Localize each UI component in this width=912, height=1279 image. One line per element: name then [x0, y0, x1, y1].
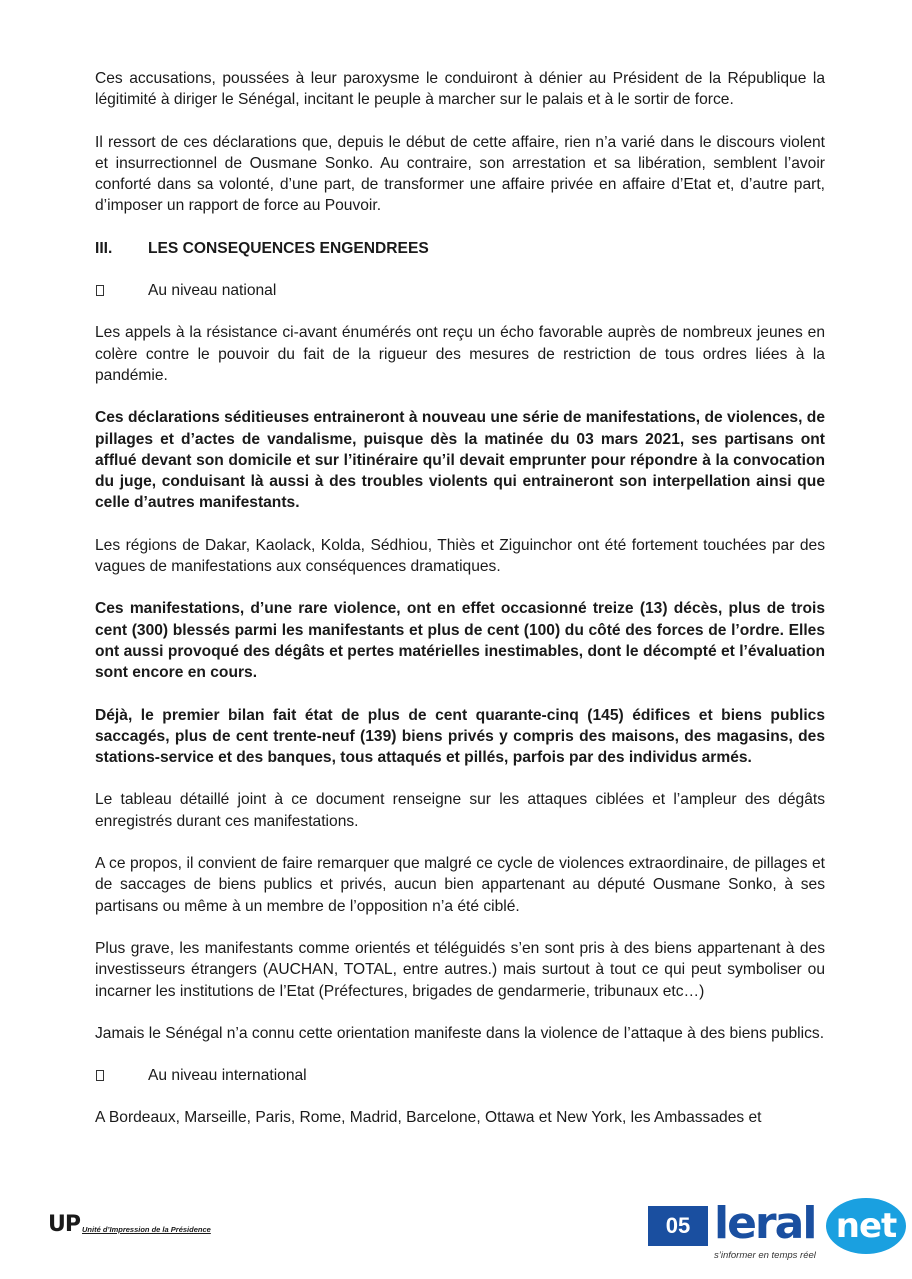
brand-tagline: s’informer en temps réel [714, 1250, 816, 1261]
paragraph: Jamais le Sénégal n’a connu cette orientation manifeste dans la violence de l’attaque à des biens publics. [95, 1024, 825, 1042]
brand-logo-leral: leral [714, 1198, 816, 1249]
document-body [95, 68, 825, 1129]
bullet-label: Au niveau international [148, 1067, 307, 1085]
up-logo-caption: Unité d’Impression de la Présidence [82, 1225, 211, 1234]
paragraph: Il ressort de ces déclarations que, depuis le début de cette affaire, rien n’a varié dans le discours violent et insurrectionnel de Ousmane Sonko. Au contraire, son arrestation et sa libération, semblent l’avoir conforté dans sa volonté, d’une part, de transformer une affaire privée en affaire d’Etat et, d’autre part, d’imposer un rapport de force au Pouvoir. [95, 133, 825, 215]
paragraph: A Bordeaux, Marseille, Paris, Rome, Madrid, Barcelone, Ottawa et New York, les Ambassades et [95, 1109, 762, 1127]
paragraph: Ces accusations, poussées à leur paroxysme le conduiront à dénier au Président de la République la légitimité à diriger le Sénégal, incitant le peuple à marcher sur le palais et à le sortir de force. [95, 70, 825, 109]
bullet-box-icon [96, 1070, 104, 1081]
bullet-box-icon [96, 285, 104, 296]
paragraph: Le tableau détaillé joint à ce document renseigne sur les attaques ciblées et l’ampleur des dégâts enregistrés durant ces manifestations. [95, 791, 825, 830]
brand-logo-net: net [826, 1198, 906, 1254]
up-logo-mark: UP [48, 1212, 80, 1237]
paragraph: Les régions de Dakar, Kaolack, Kolda, Sédhiou, Thiès et Ziguinchor ont été fortement touchées par des vagues de manifestations aux conséquences dramatiques. [95, 536, 825, 576]
section-title: LES CONSEQUENCES ENGENDREES [148, 239, 429, 257]
section-heading [95, 238, 825, 259]
up-logo [48, 1214, 211, 1236]
paragraph: Plus grave, les manifestants comme orientés et téléguidés s’en sont pris à des biens appartenant à des investisseurs étrangers (AUCHAN, TOTAL, entre autres.) mais surtout à tout ce qui peut symboliser ou incarner les institutions de l’Etat (Préfectures, brigades de gendarmerie, tribunaux etc…) [95, 939, 825, 1000]
page-number: 05 [648, 1206, 708, 1246]
paragraph-bold: Déjà, le premier bilan fait état de plus de cent quarante-cinq (145) édifices et biens publics saccagés, plus de cent trente-neuf (139) biens privés y compris des maisons, des magasins, des stations-service et des banques, tous attaqués et pillés, parfois par des individus armés. [95, 706, 825, 767]
paragraph: A ce propos, il convient de faire remarquer que malgré ce cycle de violences extraordinaire, de pillages et de saccages de biens publics et privés, aucun bien appartenant au député Ousmane Sonko, à ses partisans ou même à un membre de l’opposition n’a été ciblé. [95, 855, 825, 915]
bullet-item [95, 280, 825, 301]
bullet-item [95, 1065, 825, 1086]
paragraph-bold: Ces manifestations, d’une rare violence, ont en effet occasionné treize (13) décès, plus de trois cent (300) blessés parmi les manifestants et plus de cent (100) du côté des forces de l’ordre. Elles ont aussi provoqué des dégâts et pertes matérielles inestimables, dont le décompté et l’évaluation sont encore en cours. [95, 600, 825, 682]
paragraph-bold: Ces déclarations séditieuses entraineront à nouveau une série de manifestations, de violences, de pillages et d’actes de vandalisme, puisque dès la matinée du 03 mars 2021, ses partisans ont afflué devant son domicile et sur l’itinéraire qu’il devait emprunter pour répondre à la convocation du juge, conduisant là aussi à des troubles violents qui entraineront son interpellation ainsi que celle d’autres manifestants. [95, 409, 825, 512]
paragraph: Les appels à la résistance ci-avant énumérés ont reçu un écho favorable auprès de nombreux jeunes en colère contre le pouvoir du fait de la rigueur des mesures de restriction de tous ordres liées à la pandémie. [95, 324, 825, 384]
section-number: III. [95, 239, 113, 257]
bullet-label: Au niveau national [148, 282, 277, 300]
